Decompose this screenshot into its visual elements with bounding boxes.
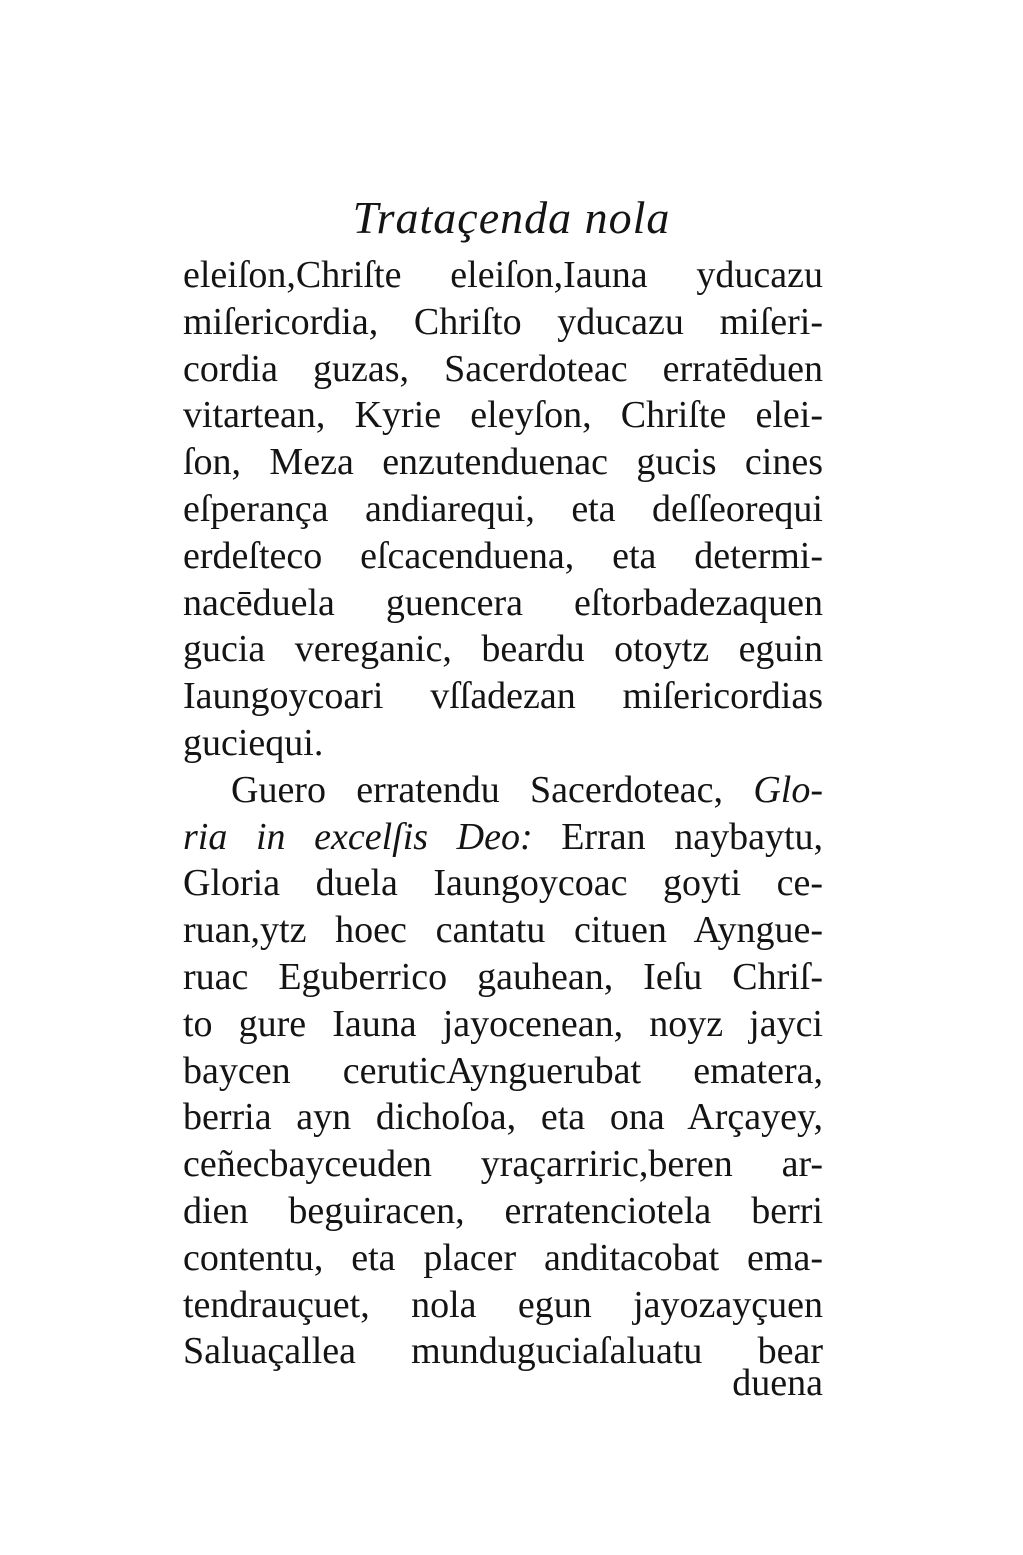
text-line: cordia guzas, Sacerdoteac erratēduen <box>183 347 823 390</box>
text-line: ruan,ytz hoec cantatu cituen Ayngue- <box>183 909 823 952</box>
text-line: tendrauçuet, nola egun jayozayçuen <box>183 1283 823 1326</box>
italic-span: ria in excelſis Deo: <box>183 815 533 858</box>
text-line: ceñecbayceuden yraçarriric,beren ar- <box>183 1143 823 1186</box>
text-line-mixed <box>183 814 823 861</box>
text-line: ſon, Meza enzutenduenac gucis cines <box>183 441 823 484</box>
text-span: Erran naybaytu, <box>561 815 823 858</box>
text-line: ruac Eguberrico gauhean, Ieſu Chriſ- <box>183 955 823 998</box>
text-line: Gloria duela Iaungoycoac goyti ce- <box>183 862 823 905</box>
text-line: gucia vereganic, beardu otoytz eguin <box>183 628 823 671</box>
running-title: Trataçenda nola <box>352 192 671 243</box>
text-line: Iaungoycoari vſſadezan miſericordias <box>183 675 823 718</box>
italic-span: Glo- <box>753 768 823 811</box>
text-line-mixed <box>183 767 823 814</box>
text-line: dien beguiracen, erratenciotela berri <box>183 1189 823 1232</box>
text-line: erdeſteco eſcacenduena, eta determi- <box>183 534 823 577</box>
body-text <box>183 252 823 1375</box>
text-line: contentu, eta placer anditacobat ema- <box>183 1236 823 1279</box>
text-line: eleiſon,Chriſte eleiſon,Iauna yducazu <box>183 254 823 296</box>
text-span: Guero erratendu Sacerdoteac, <box>231 768 724 811</box>
text-line: berria ayn dichoſoa, eta ona Arçayey, <box>183 1096 823 1139</box>
text-line: eſperança andiarequi, eta deſſeorequi <box>183 487 823 530</box>
text-line: guciequi. <box>183 721 324 764</box>
text-line: vitartean, Kyrie eleyſon, Chriſte elei- <box>183 394 823 437</box>
text-line: nacēduela guencera eſtorbadezaquen <box>183 581 823 624</box>
catchword: duena <box>732 1362 823 1404</box>
text-line: Saluaçallea munduguciaſaluatu bear <box>183 1330 823 1373</box>
text-line: miſericordia, Chriſto yducazu miſeri- <box>183 300 823 343</box>
text-line: baycen ceruticAynguerubat ematera, <box>183 1049 823 1092</box>
text-line: to gure Iauna jayocenean, noyz jayci <box>183 1002 823 1045</box>
